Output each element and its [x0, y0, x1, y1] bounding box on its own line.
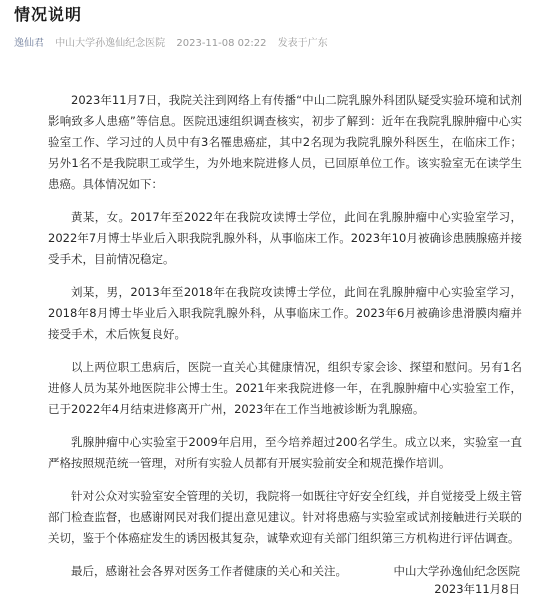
- article-meta: [14, 34, 336, 49]
- source-name[interactable]: 中山大学孙逸仙纪念医院: [55, 38, 166, 49]
- paragraph-closing: 最后，感谢社会各界对医务工作者健康的关心和关注。: [71, 564, 347, 578]
- article-body: [48, 90, 522, 594]
- signature-date: 2023年11月8日: [434, 582, 520, 596]
- paragraph-safety: 针对公众对实验室安全管理的关切，我院将一如既往守好安全红线，并自觉接受上级主管部门检查监督，也感谢网民对我们提出意见建议。针对将患癌与实验室或试剂接触进行关联的关切，鉴于个体癌症发生的诱因极其复杂，诚挚欢迎有关部门组织第三方机构进行评估调查。: [48, 489, 522, 545]
- paragraph-lab-history: 乳腺肿瘤中心实验室于2009年启用，至今培养超过200名学生。成立以来，实验室一直严格按照规范统一管理，对所有实验人员都有开展实验前安全和规范操作培训。: [48, 435, 522, 470]
- paragraph-case-liu: 刘某，男，2013年至2018年在我院攻读博士学位，此间在乳腺肿瘤中心实验室学习，2018年8月博士毕业后入职我院乳腺外科，从事临床工作。2023年6月被确诊患滑膜肉瘤并接受手术，术后恢复良好。: [48, 285, 522, 341]
- author-name[interactable]: 逸仙君: [14, 38, 44, 49]
- signature-org: 中山大学孙逸仙纪念医院: [393, 564, 520, 578]
- paragraph-intro: 2023年11月7日，我院关注到网络上有传播“中山二院乳腺外科团队疑受实验环境和试剂影响致多人患癌”等信息。医院迅速组织调查核实，初步了解到：近年在我院乳腺肿瘤中心实验室工作、学习过的人员中有3名罹患癌症，其中2名现为我院乳腺外科医生，在临床工作；另外1名不是我院职工或学生，为外地来院进修人员，已回原单位工作。该实验室无在读学生患癌。具体情况如下：: [48, 93, 522, 191]
- publish-location: 发表于广东: [277, 38, 328, 49]
- paragraph-case-huang: 黄某，女。2017年至2022年在我院攻读博士学位，此间在乳腺肿瘤中心实验室学习，2022年7月博士毕业后入职我院乳腺外科，从事临床工作。2023年10月被确诊患胰腺癌并接受手术，目前情况稳定。: [48, 210, 522, 266]
- article-title: 情况说明: [14, 5, 83, 24]
- paragraph-followup: 以上两位职工患病后，医院一直关心其健康情况，组织专家会诊、探望和慰问。另有1名进修人员为某外地医院非公博士生。2021年来我院进修一年，在乳腺肿瘤中心实验室工作，已于2022年4月结束进修离开广州，2023年在工作当地被诊断为乳腺癌。: [48, 360, 522, 416]
- signature-block: [394, 562, 521, 598]
- publish-timestamp: 2023-11-08 02:22: [176, 38, 267, 49]
